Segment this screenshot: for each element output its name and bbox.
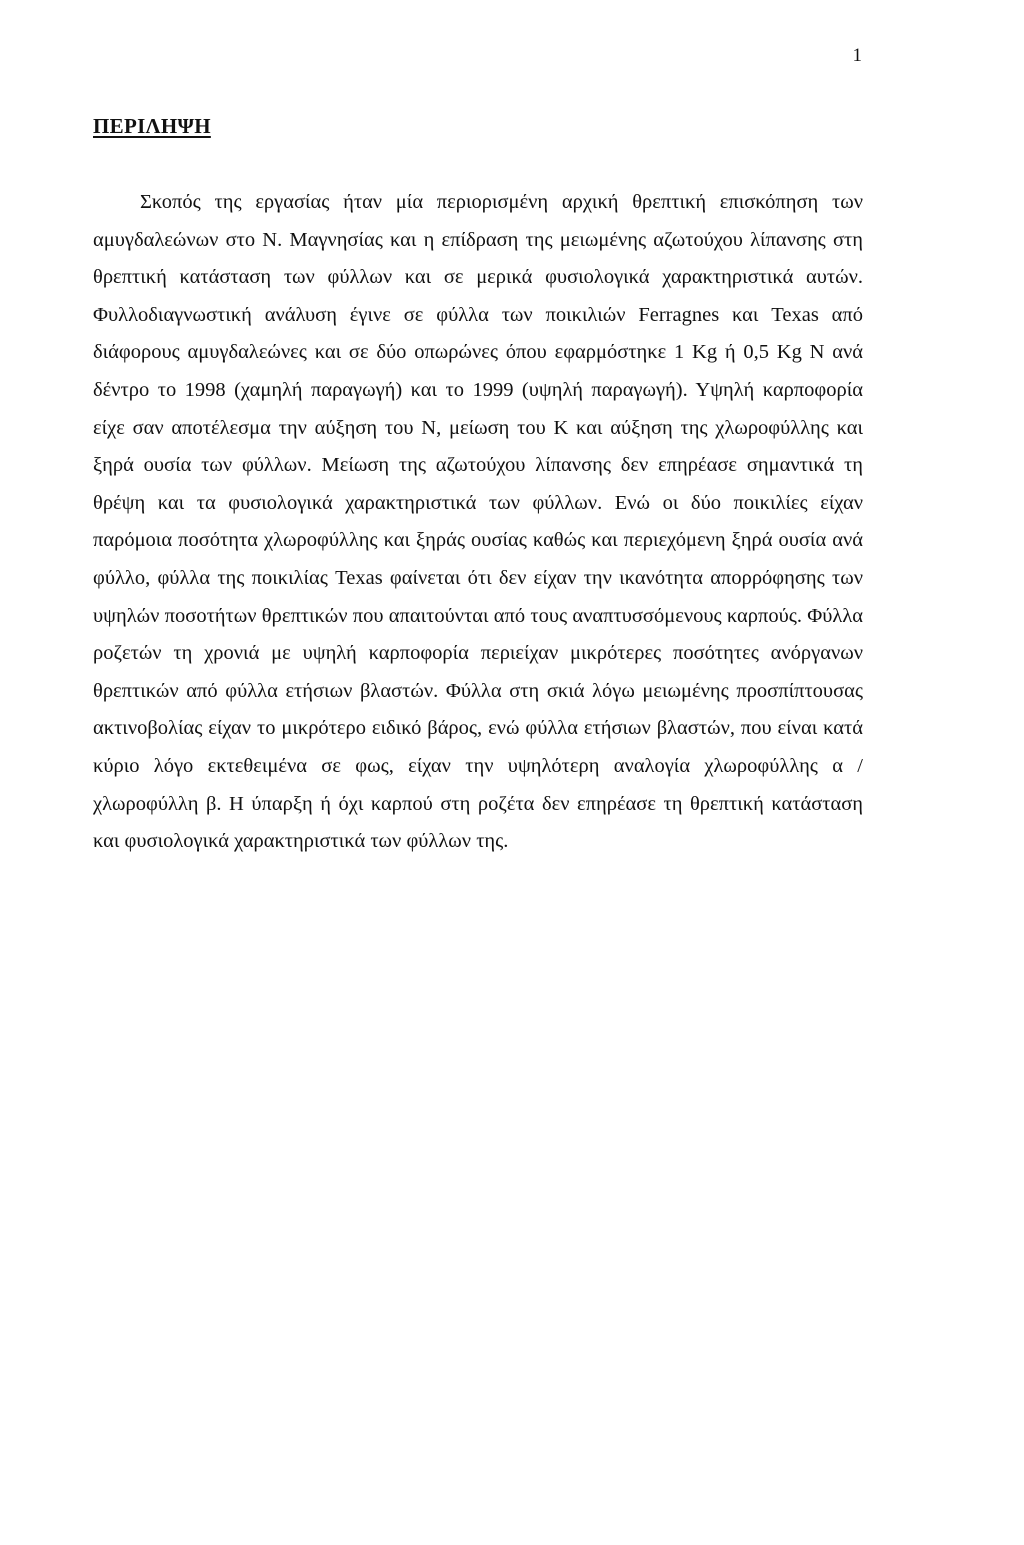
page-number: 1 bbox=[852, 45, 862, 66]
abstract-paragraph: Σκοπός της εργασίας ήταν μία περιορισμένη αρχική θρεπτική επισκόπηση των αμυγδαλεώνων στο Ν. Μαγνησίας και η επίδραση της μειωμένης αζωτούχου λίπανσης στη θρεπτική κατάσταση των φύλλων και σε μερικά φυσιολογικά χαρακτηριστικά αυτών. Φυλλοδιαγνωστική ανάλυση έγινε σε φύλλα των ποικιλιών Ferragnes και Texas από διάφορους αμυγδαλεώνες και σε δύο οπωρώνες όπου εφαρμόστηκε 1 Kg ή 0,5 Kg N ανά δέντρο το 1998 (χαμηλή παραγωγή) και το 1999 (υψηλή παραγωγή). Υψηλή καρποφορία είχε σαν αποτέλεσμα την αύξηση του Ν, μείωση του Κ και αύξηση της χλωροφύλλης και ξηρά ουσία των φύλλων. Μείωση της αζωτούχου λίπανσης δεν επηρέασε σημαντικά τη θρέψη και τα φυσιολογικά χαρακτηριστικά των φύλλων. Ενώ οι δύο ποικιλίες είχαν παρόμοια ποσότητα χλωροφύλλης και ξηράς ουσίας καθώς και περιεχόμενη ξηρά ουσία ανά φύλλο, φύλλα της ποικιλίας Texas φαίνεται ότι δεν είχαν την ικανότητα απορρόφησης των υψηλών ποσοτήτων θρεπτικών που απαιτούνται από τους αναπτυσσόμενους καρπούς. Φύλλα ροζετών τη χρονιά με υψηλή καρποφορία περιείχαν μικρότερες ποσότητες ανόργανων θρεπτικών από φύλλα ετήσιων βλαστών. Φύλλα στη σκιά λόγω μειωμένης προσπίπτουσας ακτινοβολίας είχαν το μικρότερο ειδικό βάρος, ενώ φύλλα ετήσιων βλαστών, που είναι κατά κύριο λόγο εκτεθειμένα σε φως, είχαν την υψηλότερη αναλογία χλωροφύλλης α / χλωροφύλλη β. Η ύπαρξη ή όχι καρπού στη ροζέτα δεν επηρέασε τη θρεπτική κατάσταση και φυσιολογικά χαρακτηριστικά των φύλλων της. bbox=[93, 191, 863, 853]
abstract-heading: ΠΕΡΙΛΗΨΗ bbox=[93, 114, 211, 138]
